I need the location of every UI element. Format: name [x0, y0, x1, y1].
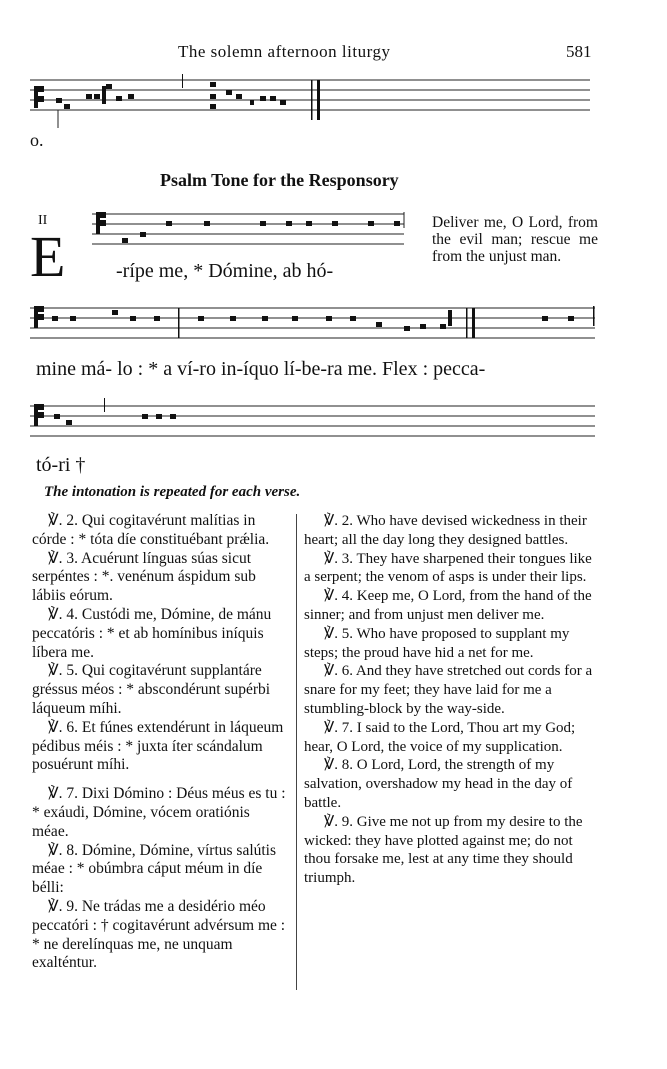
chant-lyric-top: o. [30, 130, 44, 150]
latin-verse: ℣. 5. Qui cogitavérunt supplantáre gréssus méos : * abscondérunt supérbi láqueum míhi. [32, 662, 271, 717]
neumes [34, 74, 320, 120]
staff-lines [92, 212, 404, 244]
english-verse: ℣. 2. Who have devised wickedness in their heart; all the day long they designed battles. [304, 513, 587, 548]
rubric-note: The intonation is repeated for each verse. [44, 484, 301, 500]
page-number: 581 [566, 42, 592, 61]
line2-lyric: mine má- lo : * a ví-ro in-íquo lí-be-ra me. Flex : pecca- [36, 358, 486, 380]
latin-verse: ℣. 3. Acuérunt línguas súas sicut serpéntes : *. venénum áspidum sub lábiis eórum. [32, 549, 256, 605]
chant-staff-intonation [92, 206, 412, 254]
english-verse: ℣. 7. I said to the Lord, Thou art my God; hear, O Lord, the voice of my supplication. [304, 719, 576, 755]
neumes [96, 212, 400, 243]
latin-verse: ℣. 9. Ne trádas me a desidério méo peccatóri : † cogitavérunt advérsum me : * ne derelínquas me, ne unquam exalténtur. [32, 897, 286, 972]
latin-verses [32, 512, 290, 973]
neumes [34, 306, 595, 338]
latin-verse: ℣. 2. Qui cogitavérunt malítias in córde : * tóta díe constituébant prǽlia. [32, 512, 270, 548]
english-verse: ℣. 3. They have sharpened their tongues like a serpent; the venom of asps is under their lips. [304, 550, 592, 586]
chant-staff-line3 [30, 398, 610, 446]
english-verse: ℣. 5. Who have proposed to supplant my steps; the proud have hid a net for me. [304, 625, 570, 661]
line3-lyric: tó-ri † [36, 454, 86, 476]
staff-lines [30, 406, 595, 436]
english-verse: ℣. 6. And they have stretched out cords for a snare for my feet; they have laid for me a stumbling-block by the way-side. [304, 663, 593, 717]
latin-verse: ℣. 8. Dómine, Dómine, vírtus salútis méae : * obúmbra cáput méum in díe bélli: [32, 841, 277, 897]
neumes [34, 398, 176, 426]
latin-verse: ℣. 6. Et fúnes extendérunt in láqueum pédibus méis : * juxta íter scándalum posuérunt míhi. [32, 718, 284, 774]
chant-staff-line2 [30, 300, 610, 350]
intonation-translation: Deliver me, O Lord, from the evil man; rescue me from the unjust man. [432, 214, 598, 265]
running-head: The solemn afternoon liturgy [178, 42, 391, 61]
section-title: Psalm Tone for the Responsory [160, 170, 399, 190]
english-verses [304, 512, 594, 888]
mode-label: II [38, 213, 48, 228]
staff-lines [30, 80, 590, 110]
latin-verse: ℣. 7. Dixi Dómino : Déus méus es tu : * exáudi, Dómine, vócem oratiónis méae. [32, 785, 286, 840]
drop-cap: E [30, 224, 66, 289]
chant-staff-top [30, 72, 600, 128]
english-verse: ℣. 9. Give me not up from my desire to the wicked: they have plotted against me; do not thou forsake me, lest at any time they should triumph. [304, 813, 583, 887]
intonation-lyric: -rípe me, * Dómine, ab hó- [116, 260, 334, 282]
english-verse: ℣. 4. Keep me, O Lord, from the hand of the sinner; and from unjust men deliver me. [304, 588, 592, 623]
english-verse: ℣. 8. O Lord, Lord, the strength of my salvation, overshadow my head in the day of battle. [304, 757, 573, 811]
column-divider [296, 514, 297, 990]
latin-verse: ℣. 4. Custódi me, Dómine, de mánu peccatóris : * et ab homínibus iníquis líbera me. [32, 605, 272, 661]
